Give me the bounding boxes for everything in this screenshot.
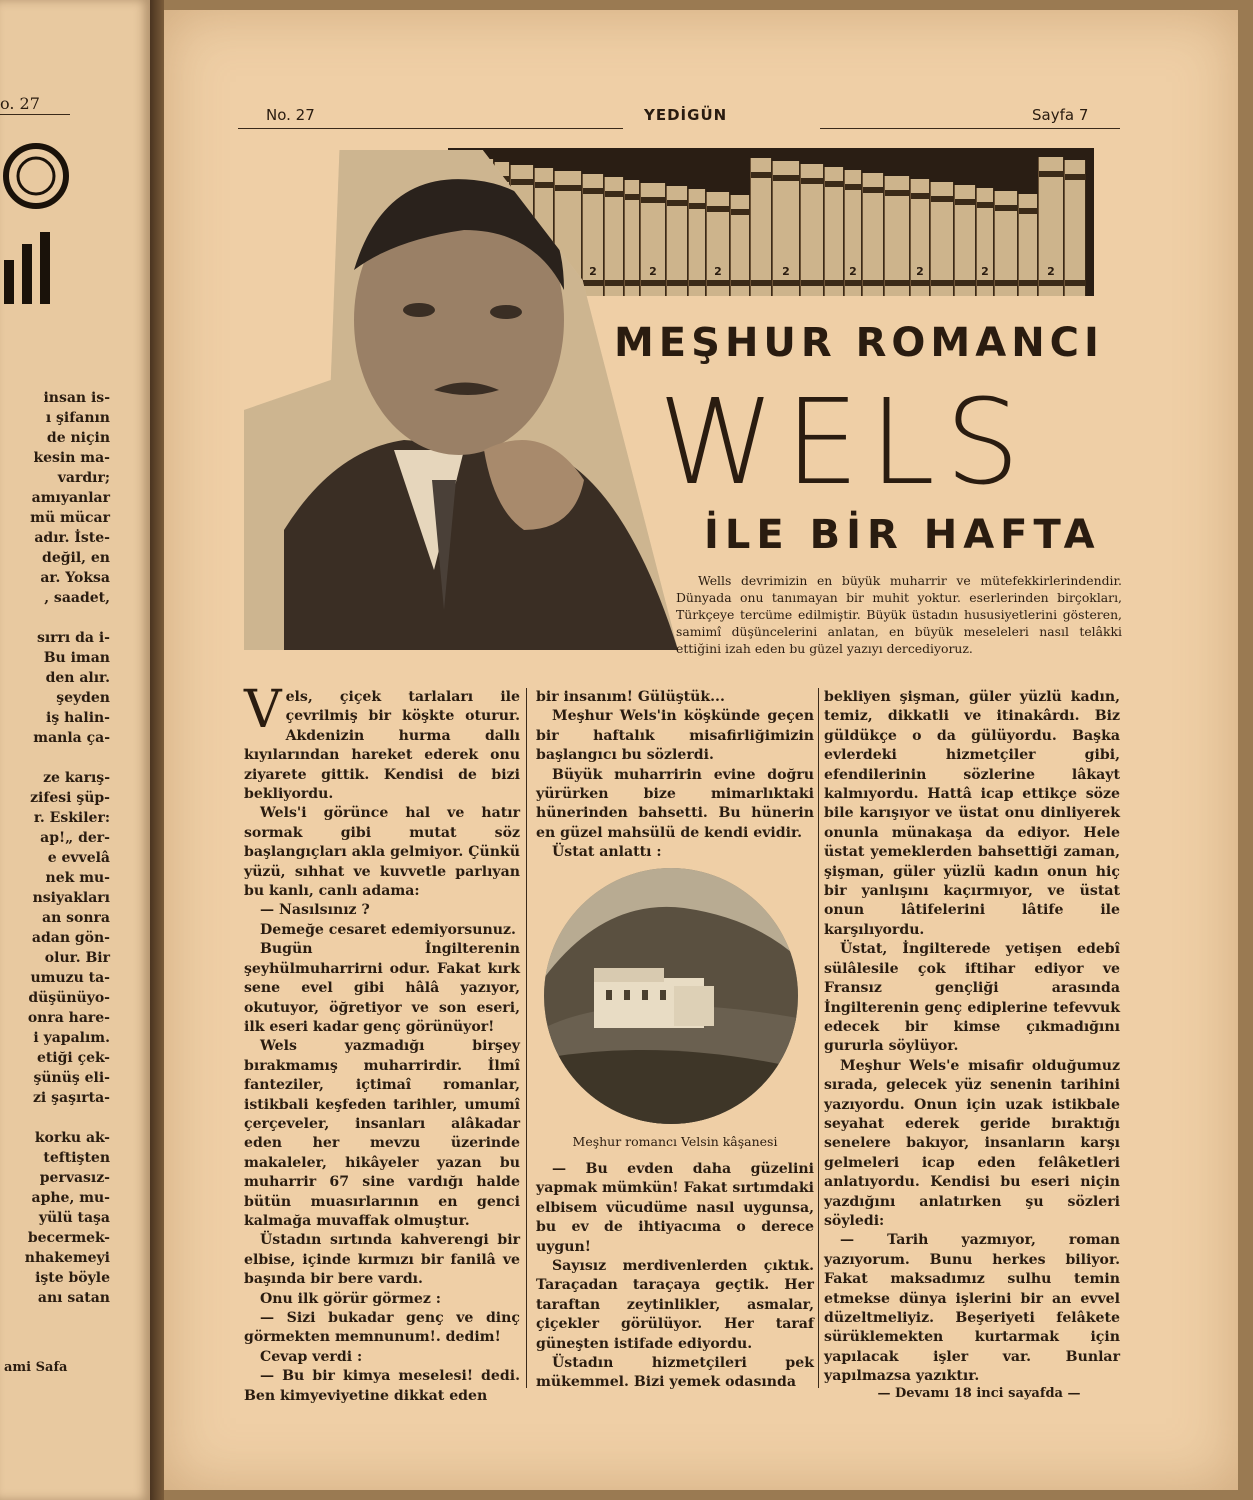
paragraph: Üstat, İngilterede yetişen edebî sülâlesile çok iftihar ediyor ve Fransız gençliği arasında İngilterenin genç ediplerine tefevvuk edecek bir kimse çıkmadığını gururla söylüyor. <box>824 941 1120 1055</box>
left-page-fragment-line: mü mücar <box>30 510 110 526</box>
spine-label: 2 <box>714 265 722 278</box>
left-page-fragment-line: etiği çek- <box>36 1050 110 1066</box>
opening-paragraph <box>244 680 520 804</box>
article-column-3 <box>824 688 1120 1387</box>
book-spine <box>1064 160 1086 296</box>
paragraph: Meşhur Wels'in köşkünde geçen bir haftalık misafirliğimizin başlangıcı bu sözlerdi. <box>536 708 814 764</box>
left-page-fragment-line: zi şaşırta- <box>32 1090 110 1106</box>
spine-label: 2 <box>849 265 857 278</box>
paragraph: — Bu bir kimya meselesi! dedi. Ben kimyeviyetine dikkat eden <box>244 1368 520 1404</box>
paragraph: Üstat anlattı : <box>552 844 662 861</box>
paragraph: Cevap verdi : <box>260 1348 363 1365</box>
left-page-header-rule <box>0 114 70 115</box>
left-page-fragment-line: ar. Yoksa <box>40 570 110 586</box>
paragraph: bir insanım! Gülüştük... <box>536 689 725 705</box>
spine-label: 2 <box>649 265 657 278</box>
book-spine <box>910 179 930 296</box>
left-page-fragment-line: iş halin- <box>46 710 110 726</box>
spine-label: 2 <box>782 265 790 278</box>
paragraph: — Sizi bukadar genç ve dinç görmekten memnunum!. dedim! <box>244 1310 520 1346</box>
left-page-fragment-line: teftişten <box>43 1150 110 1166</box>
book-spine <box>624 180 640 296</box>
left-page-fragment-line: aphe, mu- <box>31 1190 110 1206</box>
book-spine <box>862 173 884 296</box>
paragraph: Üstadın hizmetçileri pek mükemmel. Bizi yemek odasında <box>536 1355 814 1391</box>
left-page-fragment-line: düşünüyo- <box>28 990 110 1006</box>
book-spine <box>772 161 800 296</box>
left-page-fragment-line: nhakemeyi <box>24 1250 110 1266</box>
left-page-number: o. 27 <box>0 94 40 113</box>
left-page-fragment-line: sırrı da i- <box>36 630 110 646</box>
paragraph: — Nasılsınız ? <box>260 902 370 919</box>
left-page-fragment-line: amıyanlar <box>31 490 110 506</box>
left-page-fragment-line: onra hare- <box>27 1010 110 1026</box>
headline-name: WELS <box>658 373 1030 511</box>
column-rule-2 <box>818 688 819 1388</box>
left-page-fragment-line: nek mu- <box>45 870 110 886</box>
left-page-fragment-line: işte böyle <box>35 1270 110 1286</box>
book-spine <box>930 182 954 296</box>
book-spine <box>730 195 750 296</box>
book-spine <box>824 167 844 296</box>
left-page-logo-graphic <box>0 140 70 310</box>
issue-number: No. 27 <box>266 106 315 124</box>
left-page-fragment-line: , saadet, <box>44 590 110 606</box>
book-spine <box>604 177 624 296</box>
book-spine <box>706 192 730 296</box>
left-page-fragment-line: şünüş eli- <box>33 1070 110 1086</box>
left-page-fragment-line: de niçin <box>46 430 110 446</box>
paragraph: Büyük muharririn evine doğru yürürken bize mimarlıktaki hünerinden bahsetti. Bu hünerin en güzel mahsülü de kendi evidir. <box>536 766 814 841</box>
book-spine <box>666 186 688 296</box>
paragraph: Onu ilk görür görmez : <box>260 1290 441 1307</box>
left-page-fragment-line: korku ak- <box>34 1130 110 1146</box>
book-spine <box>844 170 862 296</box>
left-page-fragment-line: adan gön- <box>31 930 110 946</box>
left-page-signature: ami Safa <box>4 1360 68 1375</box>
paragraph: Wels'i görünce hal ve hatır sormak gibi mutat söz başlangıçları akla gelmiyor. Çünkü yüzü, sıhhat ve kuvvetle parlıyan bu kanlı, canlı adama: <box>244 805 520 900</box>
header-rule-right <box>820 128 1120 129</box>
paragraph: — Tarih yazmıyor, roman yazıyorum. Bunu herkes biliyor. Fakat maksadımız sulhu temin etmekse dünya işlerini bir an evvel düzeltmeliyiz. Beşeriyeti felâkete sürüklemekten kurtarmak için yapılacak işler var. Bunlar yapılmazsa yazıktır. <box>824 1232 1120 1385</box>
article-column-2 <box>536 688 814 863</box>
article-column-2-continued <box>536 1160 814 1393</box>
book-spine <box>688 189 706 296</box>
page-gutter <box>150 0 164 1500</box>
left-page-fragment-line: Bu iman <box>43 650 110 666</box>
paragraph: Wels yazmadığı birşey bırakmamış muharrirdir. İlmî fanteziler, içtimaî romanlar, istikbali keşfeden tarihler, umumî çerçeveler, insanları alâkadar eden her mevzu üzerinde makaleler, hikâyeler yazan bu muharrir 67 sine vardığı halde bütün muasırlarının en genci kalmağa muvaffak olmuştur. <box>244 1038 520 1229</box>
left-page-text-fragments <box>0 388 150 1308</box>
left-page-fragment-line: insan is- <box>43 390 110 406</box>
paragraph-text: els, çiçek tarlaları ile çevrilmiş bir köşkte oturur. Akdenizin hurma dallı kıyılarından hareket ederek onu ziyarete gittik. Kendisi de bizi bekliyordu. <box>244 689 520 803</box>
left-page-fragment-line: kesin ma- <box>33 450 110 466</box>
spine-label: 2 <box>916 265 924 278</box>
paragraph: Meşhur Wels'e misafir olduğumuz sırada, gelecek yüz senenin tarihini yazıyordu. Onun için uzak istikbale seyahat ederek geride bıraktığı senelere bakıyor, insanların karşı gelmeleri icap eden felâketleri anlatıyordu. Kendisi bu eseri niçin yazdığını anlatırken şu sözleri söyledi: <box>824 1057 1120 1229</box>
left-page-fragment-line: umuzu ta- <box>30 970 110 986</box>
headline-line-3: İLE BİR HAFTA <box>704 512 1101 558</box>
left-page-fragment-line: becermek- <box>27 1230 110 1246</box>
left-page-fragment-line: i yapalım. <box>33 1030 110 1046</box>
magazine-page <box>164 10 1238 1490</box>
intro-paragraph: Wells devrimizin en büyük muharrir ve mütefekkirlerindendir. Dünyada onu tanımayan bir muhit yoktur. eserlerinden birçokları, Türkçeye tercüme edilmiştir. Büyük üstadın hususiyetlerini gösteren, samimî düşüncelerini anlatan, en büyük meseleleri nasıl telâkki ettiğini izah eden bu güzel yazıyı dercediyoruz. <box>676 573 1122 656</box>
paragraph: Üstadın sırtında kahverengi bir elbise, içinde kırmızı bir fanilâ ve başında bir bere vardı. <box>244 1232 520 1288</box>
spine-label: 2 <box>1047 265 1055 278</box>
left-page-fragment-line: vardır; <box>57 470 110 486</box>
paragraph: Bugün İngilterenin şeyhülmuharrirni odur. Fakat kırk sene evel gibi hâlâ yazıyor, okutuyor, öğretiyor ve son eseri, ilk eseri kadar genç görünüyor! <box>244 941 520 1035</box>
column-rule-1 <box>526 688 527 1388</box>
continued-note: — Devamı 18 inci sayafda — <box>877 1386 1081 1401</box>
book-spine <box>1038 157 1064 296</box>
spine-label: 2 <box>981 265 989 278</box>
book-spine <box>954 185 976 296</box>
left-page-fragment-line: olur. Bir <box>44 950 110 966</box>
headline-line-1: MEŞHUR ROMANCI <box>614 320 1104 366</box>
left-page-fragment-line: pervasız- <box>39 1170 110 1186</box>
left-page-fragment-line: r. Eskiler: <box>33 810 110 826</box>
paragraph: Sayısız merdivenlerden çıktık. Taraçadan taraçaya geçtik. Her taraftan zeytinlikler, asmalar, çiçekler görülüyor. Her taraf güneşten istifade ediyordu. <box>536 1258 814 1352</box>
left-page-fragment-line: ap!„ der- <box>40 830 110 846</box>
left-adjacent-page <box>0 0 150 1500</box>
drop-cap: V <box>244 680 282 740</box>
photo-caption: Meşhur romancı Velsin kâşanesi <box>572 1134 778 1149</box>
villa-photo <box>544 868 798 1124</box>
left-page-fragment-line: zifesi şüp- <box>30 790 110 806</box>
left-page-fragment-line: ı şifanın <box>45 410 110 426</box>
article-column-1 <box>244 680 520 1406</box>
book-spine <box>640 183 666 296</box>
left-page-fragment-line: yülü taşa <box>38 1210 110 1226</box>
left-page-fragment-line: nsiyakları <box>32 890 110 906</box>
left-page-fragment-line: manla ça- <box>33 730 110 746</box>
paragraph: — Bu evden daha güzelini yapmak mümkün! Fakat sırtımdaki elbisem vücudüme nasıl uygunsa, bu ev de ihtiyacıma o derece uygun! <box>536 1161 814 1255</box>
left-page-fragment-line: adır. İste- <box>34 530 110 546</box>
book-spine <box>976 188 994 296</box>
left-page-fragment-line: den alır. <box>45 670 110 686</box>
left-page-fragment-line: şeyden <box>56 690 110 706</box>
book-spine <box>800 164 824 296</box>
book-spine <box>1018 194 1038 296</box>
spine-label: 2 <box>589 265 597 278</box>
paragraph: Demeğe cesaret edemiyorsunuz. <box>260 921 516 938</box>
header-rule-left <box>238 128 623 129</box>
book-spine <box>750 158 772 296</box>
left-page-fragment-line: anı satan <box>37 1290 110 1306</box>
book-spine <box>884 176 910 296</box>
left-page-fragment-line <box>0 1108 150 1128</box>
book-spine <box>582 174 604 296</box>
paragraph: bekliyen şişman, güler yüzlü kadın, temiz, dikkatli ve itinakârdı. Biz güldükçe o da gülüyordu. Başka evlerdeki hizmetçiler gibi, efendilerinin sözlerine lâkayt kalmıyordu. Hattâ icap ettikçe söze bile karışıyor ve üstat onu dinliyerek onunla münakaşa da ediyor. Hele üstat yemeklerden bahsettiği zaman, şişman, güler yüzlü kadın onun hiç bir yanlışını kaçırmıyor, ve üstat onun lâtifelerini lâtife ile karşılıyordu. <box>824 689 1120 938</box>
left-page-fragment-line: değil, en <box>42 550 110 566</box>
left-page-fragment-line: an sonra <box>42 910 110 926</box>
left-page-fragment-line: e evvelâ <box>47 850 110 866</box>
left-page-fragment-line <box>0 608 150 628</box>
left-page-fragment-line: ze karış- <box>43 770 110 786</box>
page-number: Sayfa 7 <box>1032 106 1089 124</box>
book-spine <box>994 191 1018 296</box>
left-page-fragment-line <box>0 748 150 768</box>
magazine-name: YEDİGÜN <box>644 106 728 124</box>
